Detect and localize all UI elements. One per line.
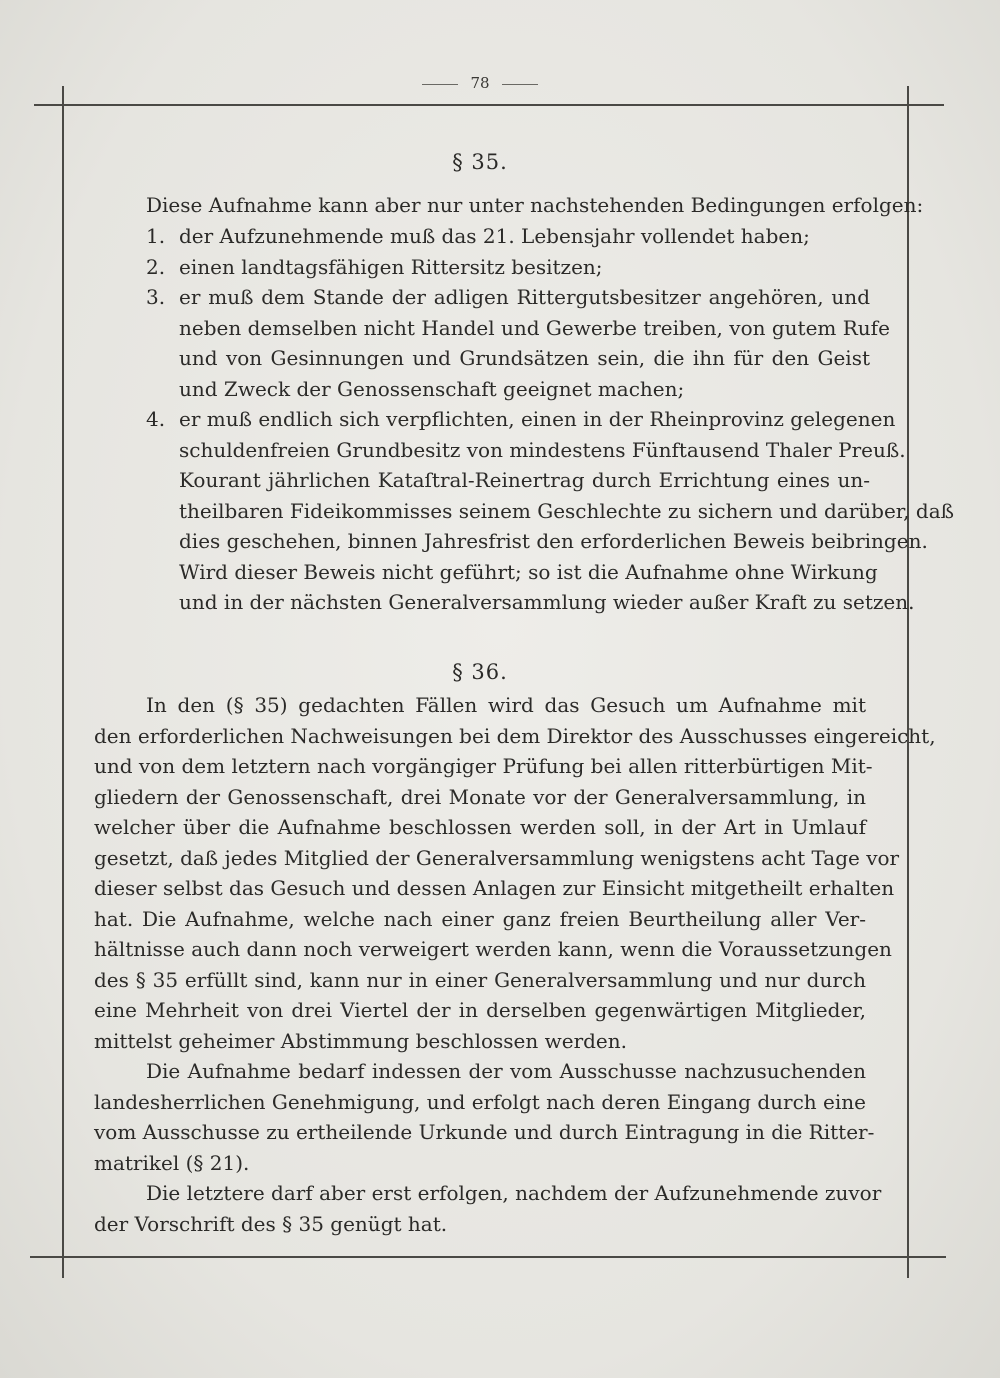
page-number-value: 78 [470,74,490,92]
paragraph-line: gesetzt, daß jedes Mitglied der Generalversammlung wenigstens acht Tage vor [94,845,900,870]
paragraph-line: Die Aufnahme bedarf indessen der vom Ausschusse nachzusuchenden [146,1059,866,1083]
item-number: 2. [146,254,166,279]
paragraph-line: welcher über die Aufnahme beschlossen werden soll, in der Art in Umlauf [94,815,866,839]
section-36-heading: § 36. [452,660,508,684]
section-35-intro: Diese Aufnahme kann aber nur unter nachstehenden Bedingungen erfolgen: [146,193,924,217]
list-item [146,282,870,313]
item-text: und in der nächsten Generalversammlung wieder außer Kraft zu setzen. [179,590,915,614]
paragraph-line: In den (§ 35) gedachten Fällen wird das Gesuch um Aufnahme mit [146,693,866,717]
item-text: er muß endlich sich verpflichten, einen in der Rheinprovinz gelegenen [179,407,896,431]
item-text: einen landtagsfähigen Rittersitz besitzen; [179,254,603,279]
item-number: 4. [146,407,166,431]
list-item-continuation [146,526,928,557]
item-text: theilbaren Fideikommisses seinem Geschlechte zu sichern und darüber, daß [179,498,954,523]
list-item [146,221,870,252]
list-item-continuation [146,374,870,405]
bottom-rule [30,1256,946,1258]
item-text: er muß dem Stande der adligen Rittergutsbesitzer angehören, und [179,285,870,309]
page-number-dash-left [422,84,458,85]
paragraph-line: gliedern der Genossenschaft, drei Monate vor der Generalversammlung, in [94,784,866,809]
paragraph-line: hat. Die Aufnahme, welche nach einer ganz freien Beurtheilung aller Ver- [94,906,866,931]
item-text: Wird dieser Beweis nicht geführt; so ist die Aufnahme ohne Wirkung [179,559,878,584]
paragraph-line: der Vorschrift des § 35 genügt hat. [94,1211,448,1236]
item-number: 3. [146,285,166,309]
item-number: 1. [146,224,166,248]
list-item-continuation [146,587,915,618]
item-text: und von Gesinnungen und Grundsätzen sein, die ihn für den Geist [179,346,870,370]
page-number-dash-right [502,84,538,85]
list-item [146,252,870,283]
paragraph-line: dieser selbst das Gesuch und dessen Anlagen zur Einsicht mitgetheilt erhalten [94,876,895,900]
list-item-continuation [146,435,906,466]
list-item-continuation [146,313,890,344]
item-text: Kourant jährlichen Kataſtral-Reinertrag durch Errichtung eines un- [179,468,870,492]
section-36-paragraph-3 [94,1178,882,1239]
page-number [0,74,960,92]
item-text: schuldenfreien Grundbesitz von mindestens Fünftausend Thaler Preuß. [179,437,906,462]
section-35-items [146,221,954,618]
paragraph-line: und von dem letztern nach vorgängiger Prüfung bei allen ritterbürtigen Mit- [94,754,873,778]
section-36-paragraph-1 [94,690,936,1056]
paragraph-line: mittelst geheimer Abstimmung beschlossen werden. [94,1028,628,1053]
top-rule [34,104,944,106]
paragraph-line: Die letztere darf aber erst erfolgen, nachdem der Aufzunehmende zuvor [146,1181,882,1205]
item-text: und Zweck der Genossenschaft geeignet machen; [179,376,685,401]
list-item-continuation [146,557,878,588]
paragraph-line: den erforderlichen Nachweisungen bei dem Direktor des Ausschusses eingereicht, [94,723,936,748]
paragraph-line: hältnisse auch dann noch verweigert werden kann, wenn die Voraussetzungen [94,937,892,961]
paragraph-line: eine Mehrheit von drei Viertel der in derselben gegenwärtigen Mitglieder, [94,998,866,1022]
section-36-paragraph-2 [94,1056,875,1178]
list-item-continuation [146,496,954,527]
section-35-heading: § 35. [452,150,508,174]
paragraph-line: matrikel (§ 21). [94,1150,250,1175]
item-text: dies geschehen, binnen Jahresfrist den erforderlichen Beweis beibringen. [179,529,928,553]
list-item-continuation [146,343,870,374]
list-item-continuation [146,465,870,496]
item-text: neben demselben nicht Handel und Gewerbe treiben, von gutem Rufe [179,315,890,340]
paragraph-line: landesherrlichen Genehmigung, und erfolgt nach deren Eingang durch eine [94,1089,866,1114]
section-35-body [146,190,924,221]
paragraph-line: des § 35 erfüllt sind, kann nur in einer Generalversammlung und nur durch [94,967,866,992]
list-item [146,404,896,435]
paragraph-line: vom Ausschusse zu ertheilende Urkunde und durch Eintragung in die Ritter- [94,1120,875,1144]
item-text: der Aufzunehmende muß das 21. Lebensjahr vollendet haben; [179,224,810,248]
